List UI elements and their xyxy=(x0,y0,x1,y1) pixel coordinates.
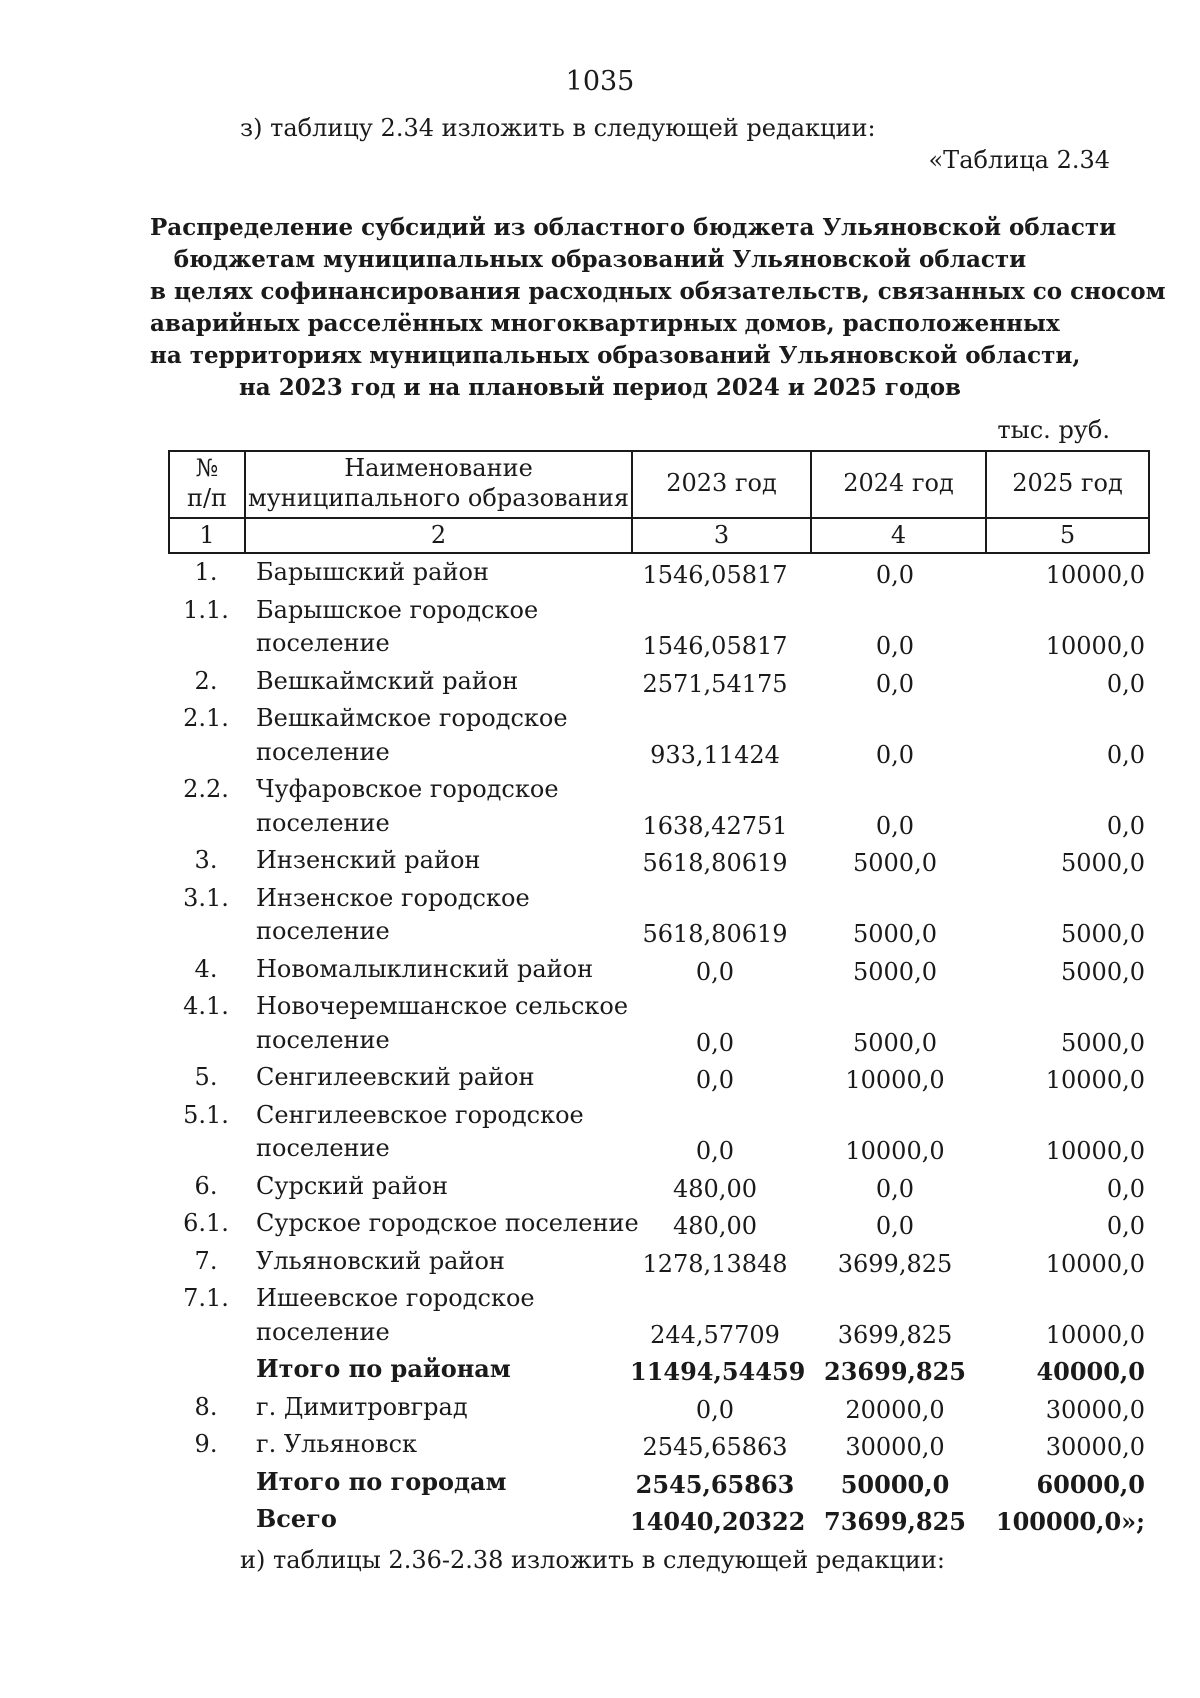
row-name: Сурское городское поселение xyxy=(256,1209,639,1237)
row-value-2024: 5000,0 xyxy=(853,849,937,877)
row-number: 8. xyxy=(194,1392,218,1421)
title-line: бюджетам муниципальных образований Ульяновской области xyxy=(173,246,1027,273)
col-border xyxy=(1148,450,1150,554)
row-name: Сенгилеевский район xyxy=(256,1063,535,1091)
row-number: 3. xyxy=(194,846,218,874)
row-name: Ишеевское городское xyxy=(256,1284,535,1312)
row-value-2025: 30000,0 xyxy=(1045,1395,1145,1424)
row-value-2023: 0,0 xyxy=(695,957,735,986)
row-value-2025: 5000,0 xyxy=(1061,920,1145,948)
row-value-2023: 0,0 xyxy=(695,1028,735,1057)
row-value-2025: 10000,0 xyxy=(1045,1249,1145,1278)
row-value-2023: 1278,13848 xyxy=(642,1249,788,1278)
row-value-2023: 0,0 xyxy=(695,1395,735,1424)
row-name: Инзенское городское xyxy=(256,883,530,912)
row-value-2025: 0,0 xyxy=(1106,669,1145,698)
row-name: Всего xyxy=(256,1504,337,1533)
header-bottom-border xyxy=(168,552,1150,554)
column-number: 2 xyxy=(430,521,447,549)
row-value-2025: 100000,0»; xyxy=(995,1507,1145,1536)
header-num xyxy=(170,453,244,513)
column-number: 4 xyxy=(890,521,907,549)
row-number: 4.1. xyxy=(183,992,229,1020)
row-value-2025: 0,0 xyxy=(1106,1174,1145,1203)
row-value-2025: 30000,0 xyxy=(1045,1433,1145,1461)
row-value-2024: 0,0 xyxy=(875,811,915,840)
row-value-2024: 3699,825 xyxy=(837,1249,953,1278)
table-reference: «Таблица 2.34 xyxy=(928,146,1110,174)
row-value-2023: 2571,54175 xyxy=(642,669,788,698)
row-name: Инзенский район xyxy=(256,846,481,874)
row-value-2024: 50000,0 xyxy=(840,1469,950,1499)
header-2025: 2025 год xyxy=(1012,469,1123,497)
row-number: 2.2. xyxy=(183,775,229,803)
row-value-2023: 5618,80619 xyxy=(642,920,788,948)
row-value-2024: 73699,825 xyxy=(824,1507,966,1536)
header-name-line: муниципального образования xyxy=(248,484,629,512)
row-number: 5.1. xyxy=(183,1100,229,1129)
row-number: 9. xyxy=(194,1430,218,1458)
row-value-2023: 5618,80619 xyxy=(642,849,788,877)
row-value-2023: 480,00 xyxy=(673,1174,757,1203)
row-name: Вешкаймский район xyxy=(256,666,519,695)
row-name: Сенгилеевское городское xyxy=(256,1100,584,1129)
row-value-2024: 23699,825 xyxy=(824,1357,966,1386)
row-number: 5. xyxy=(194,1063,218,1091)
row-value-2024: 10000,0 xyxy=(845,1066,945,1094)
column-number: 5 xyxy=(1059,521,1076,549)
title-line: аварийных расселённых многоквартирных домов, расположенных xyxy=(150,310,1060,337)
row-value-2024: 5000,0 xyxy=(853,957,937,986)
row-number: 3.1. xyxy=(183,883,229,912)
row-value-2024: 0,0 xyxy=(875,561,915,589)
row-name: поселение xyxy=(256,808,390,837)
row-value-2023: 0,0 xyxy=(695,1137,735,1165)
header-divider xyxy=(168,517,1150,519)
row-name: Ульяновский район xyxy=(256,1246,505,1275)
row-number: 4. xyxy=(194,954,218,983)
row-value-2025: 5000,0 xyxy=(1061,849,1145,877)
row-value-2024: 0,0 xyxy=(875,1212,915,1240)
row-value-2025: 60000,0 xyxy=(1036,1469,1145,1499)
row-name: г. Димитровград xyxy=(256,1392,468,1421)
row-name: Сурский район xyxy=(256,1171,449,1200)
row-value-2025: 10000,0 xyxy=(1045,1137,1145,1165)
row-value-2023: 480,00 xyxy=(673,1212,757,1240)
row-value-2024: 0,0 xyxy=(875,669,915,698)
row-number: 1. xyxy=(194,558,218,586)
title-line: Распределение субсидий из областного бюджета Ульяновской области xyxy=(150,214,1117,241)
row-name: Новочеремшанское сельское xyxy=(256,992,629,1020)
column-number: 3 xyxy=(713,521,730,549)
row-name: Итого по городам xyxy=(256,1466,507,1496)
row-name: г. Ульяновск xyxy=(256,1430,418,1458)
column-number: 1 xyxy=(199,521,215,549)
page-number: 1035 xyxy=(565,66,635,97)
header-2023: 2023 год xyxy=(666,469,777,497)
row-value-2023: 1546,05817 xyxy=(642,632,788,660)
header-num-line: № xyxy=(195,454,219,482)
table-top-border xyxy=(168,450,1150,452)
row-name: поселение xyxy=(256,917,390,945)
row-name: Чуфаровское городское xyxy=(256,775,559,803)
row-value-2024: 30000,0 xyxy=(845,1433,945,1461)
row-number: 7. xyxy=(194,1246,218,1275)
row-number: 6.1. xyxy=(183,1209,229,1237)
intro-paragraph: з) таблицу 2.34 изложить в следующей редакции: xyxy=(240,114,876,142)
row-value-2024: 0,0 xyxy=(875,632,915,660)
row-number: 2.1. xyxy=(183,704,229,732)
row-name: Вешкаймское городское xyxy=(256,704,568,732)
row-value-2024: 3699,825 xyxy=(837,1320,953,1349)
row-value-2024: 0,0 xyxy=(875,740,915,769)
outro-paragraph: и) таблицы 2.36-2.38 изложить в следующей редакции: xyxy=(240,1546,945,1574)
row-value-2023: 1546,05817 xyxy=(642,561,788,589)
row-number: 6. xyxy=(194,1171,218,1200)
title-line: в целях софинансирования расходных обязательств, связанных со сносом xyxy=(150,278,1166,305)
row-name: Новомалыклинский район xyxy=(256,954,594,983)
row-value-2023: 2545,65863 xyxy=(642,1433,788,1461)
row-value-2025: 5000,0 xyxy=(1061,1028,1145,1057)
row-value-2023: 2545,65863 xyxy=(635,1469,795,1499)
row-value-2024: 5000,0 xyxy=(853,1028,937,1057)
header-name-line: Наименование xyxy=(344,454,533,482)
row-value-2024: 10000,0 xyxy=(845,1137,945,1165)
row-value-2025: 10000,0 xyxy=(1045,1066,1145,1094)
row-name: поселение xyxy=(256,1317,390,1346)
row-value-2023: 14040,20322 xyxy=(630,1507,806,1536)
row-name: Барышское городское xyxy=(256,595,539,624)
header-name xyxy=(246,453,631,513)
row-name: Барышский район xyxy=(256,558,489,586)
row-value-2024: 5000,0 xyxy=(853,920,937,948)
row-value-2025: 10000,0 xyxy=(1045,561,1145,589)
row-name: поселение xyxy=(256,737,390,766)
row-value-2023: 1638,42751 xyxy=(642,811,788,840)
title-line: на территориях муниципальных образований Ульяновской области, xyxy=(150,342,1081,369)
header-2024: 2024 год xyxy=(843,469,954,497)
row-value-2025: 0,0 xyxy=(1106,811,1145,840)
row-value-2025: 10000,0 xyxy=(1045,632,1145,660)
title-line: на 2023 год и на плановый период 2024 и 2025 годов xyxy=(238,374,962,401)
row-name: поселение xyxy=(256,1134,390,1162)
units-label: тыс. руб. xyxy=(997,416,1110,444)
row-value-2024: 0,0 xyxy=(875,1174,915,1203)
row-value-2024: 20000,0 xyxy=(845,1395,945,1424)
row-value-2025: 0,0 xyxy=(1106,740,1145,769)
row-number: 7.1. xyxy=(183,1284,229,1312)
row-value-2023: 0,0 xyxy=(695,1066,735,1094)
row-name: Итого по районам xyxy=(256,1354,511,1383)
row-value-2025: 5000,0 xyxy=(1061,957,1145,986)
table-title xyxy=(150,212,1166,404)
header-num-line: п/п xyxy=(186,484,228,512)
row-number: 2. xyxy=(194,666,218,695)
row-name: поселение xyxy=(256,629,390,657)
row-value-2023: 11494,54459 xyxy=(630,1357,806,1386)
row-value-2025: 40000,0 xyxy=(1036,1357,1145,1386)
row-value-2023: 933,11424 xyxy=(650,740,780,769)
row-value-2025: 0,0 xyxy=(1106,1212,1145,1240)
row-value-2023: 244,57709 xyxy=(650,1320,780,1349)
row-value-2025: 10000,0 xyxy=(1045,1320,1145,1349)
row-name: поселение xyxy=(256,1025,390,1054)
row-number: 1.1. xyxy=(183,595,229,624)
